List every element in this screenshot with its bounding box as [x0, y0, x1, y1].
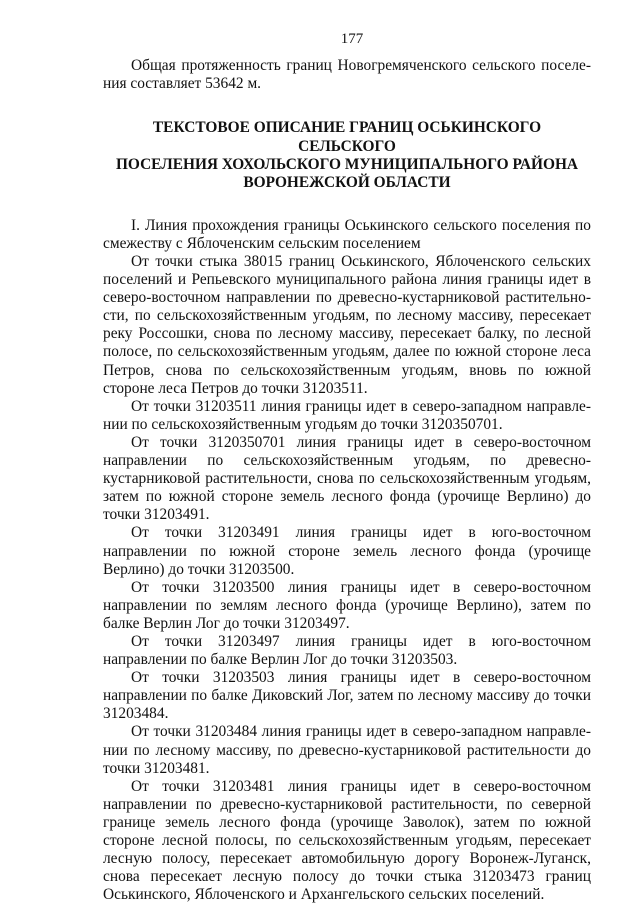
- heading-line: ТЕКСТОВОЕ ОПИСАНИЕ ГРАНИЦ ОСЬКИНСКОГО СЕЛЬСКОГО: [152, 119, 542, 155]
- body-paragraph: От точки 31203481 линия границы идет в северо-восточном направлении по древесно-кустарниковой растительности, по северной границе земель лесного фонда (урочище Заволок), затем по южной стороне лесной полосы, по сельскохозяйственным угодьям, пересекает лесную полосу, пересекает автомобильную дорогу Воронеж-Луганск, снова пересекает лесную полосу до точки стыка 31203473 границ Оськинского, Яблоченского и Архангельского сельских поселений.: [103, 777, 591, 904]
- body-paragraph: От точки 3120350701 линия границы идет в северо-восточном направлении по сельскохозяйственным угодьям, по древесно-кустарниковой растительности, снова по сельскохозяйственным угодьям, затем по южной стороне земель лесного фонда (урочище Верлино) до точки 31203491.: [103, 433, 591, 524]
- body-paragraph: От точки стыка 38015 границ Оськинского, Яблоченского сельских поселений и Репьевского муниципального района линия границы идет в северо-восточном направлении по древесно-кустарниковой растительности, по сельскохозяйственным угодьям, по лесному массиву, пересекает реку Россошки, снова по лесному массиву, пересекает балку, по лесной полосе, по сельскохозяйственным угодьям, далее по южной стороне леса Петров, снова по сельскохозяйственным угодьям, вновь по южной стороне леса Петров до точки 31203511.: [103, 253, 591, 397]
- body-paragraph: От точки 31203500 линия границы идет в северо-восточном направлении по землям лесного фонда (урочище Верлино), затем по балке Верлин Лог до точки 31203497.: [103, 578, 591, 632]
- body-paragraph: От точки 31203484 линия границы идет в северо-западном направлении по лесному массиву, по древесно-кустарниковой растительности до точки 31203481.: [103, 723, 591, 777]
- body-paragraph: От точки 31203503 линия границы идет в северо-восточном направлении по балке Диковский Лог, затем по лесному массиву до точки 31203484.: [103, 669, 591, 723]
- document-page: [103, 29, 591, 904]
- page-number: 177: [340, 31, 364, 47]
- body-paragraph: От точки 31203497 линия границы идет в юго-восточном направлении по балке Верлин Лог до точки 31203503.: [103, 632, 591, 669]
- body-paragraph: От точки 31203511 линия границы идет в северо-западном направлении по сельскохозяйственным угодьям до точки 3120350701.: [103, 397, 591, 433]
- section-subtitle-paragraph: I. Линия прохождения границы Оськинского сельского поселения по смежеству с Яблоченским сельским поселением: [103, 216, 591, 252]
- section-heading: [103, 119, 591, 193]
- heading-line: ВОРОНЕЖСКОЙ ОБЛАСТИ: [243, 174, 451, 192]
- body-paragraph: От точки 31203491 линия границы идет в юго-восточном направлении по южной стороне земель лесного фонда (урочище Верлино) до точки 31203500.: [103, 524, 591, 578]
- heading-line: ПОСЕЛЕНИЯ ХОХОЛЬСКОГО МУНИЦИПАЛЬНОГО РАЙОНА: [115, 156, 579, 173]
- intro-paragraph: Общая протяженность границ Новогремяченского сельского поселения составляет 53642 м.: [103, 57, 591, 93]
